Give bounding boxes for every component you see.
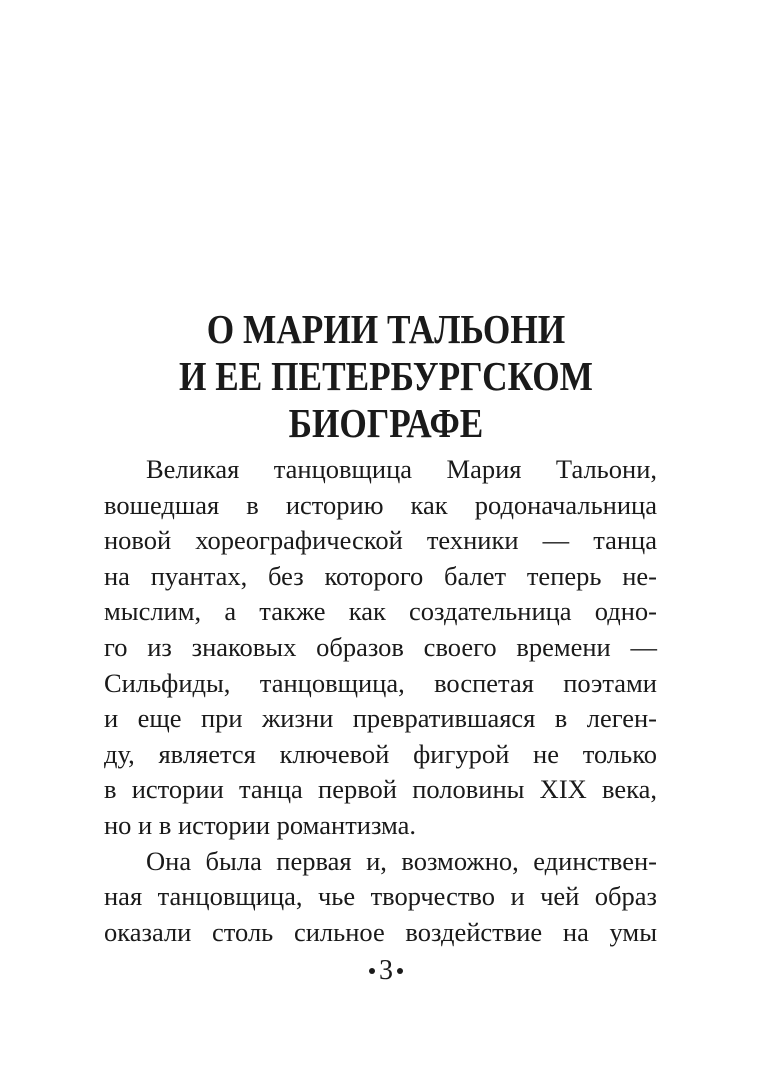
text-line: го из знаковых образов своего времени — [104, 631, 657, 662]
text-line: Сильфиды, танцовщица, воспетая поэтами [104, 667, 657, 698]
text-line: вошедшая в историю как родоначальница [104, 489, 657, 520]
text-line: мыслим, а также как создательница одно- [104, 596, 657, 627]
page-number-value: 3 [379, 955, 393, 986]
text-line: оказали столь сильное воздействие на умы [104, 916, 657, 947]
text-line: Великая танцовщица Мария Тальони, [146, 454, 657, 484]
text-line: новой хореографической техники — танца [104, 525, 657, 556]
chapter-title-line-2: И ЕЕ ПЕТЕРБУРГСКОМ [179, 353, 593, 399]
text-line: ду, является ключевой фигурой не только [104, 738, 657, 769]
text-line: в истории танца первой половины XIX века, [104, 774, 657, 805]
chapter-title-line-1: О МАРИИ ТАЛЬОНИ [206, 306, 566, 352]
chapter-title-line-3: БИОГРАФЕ [288, 400, 484, 446]
text-line: на пуантах, без которого балет теперь не- [104, 560, 657, 591]
text-line: Она была первая и, возможно, единствен- [146, 845, 657, 876]
bullet-dot-icon [397, 968, 403, 974]
paragraph-1 [104, 452, 657, 844]
paragraph-2 [104, 844, 657, 951]
text-line: но и в истории романтизма. [104, 809, 417, 840]
text-line: ная танцовщица, чье творчество и чей образ [104, 881, 657, 912]
bullet-dot-icon [369, 968, 375, 974]
page-number [0, 955, 772, 987]
chapter-title [140, 306, 632, 447]
text-line: и еще при жизни превратившаяся в леген- [104, 703, 657, 734]
body-text [104, 452, 657, 950]
